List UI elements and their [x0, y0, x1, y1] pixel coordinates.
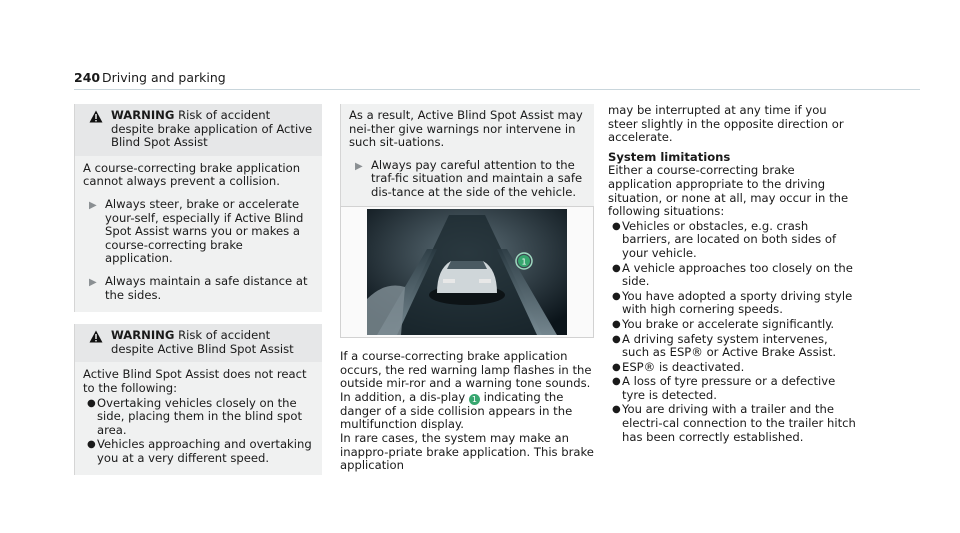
figure-callout-label: 1	[521, 257, 527, 267]
instruction-item	[349, 159, 586, 200]
instruction-item	[83, 275, 314, 302]
figure-image	[367, 209, 567, 335]
warning-title-1	[111, 109, 314, 150]
warning-title-text: Risk of accident despite brake application of Active Blind Spot Assist	[111, 108, 313, 150]
list-item	[608, 262, 858, 289]
bullet-icon: ●	[612, 361, 621, 373]
list-item-text: Vehicles approaching and overtaking you at a very different speed.	[97, 437, 312, 465]
bullet-icon: ●	[612, 220, 621, 232]
page-number: 240	[74, 70, 101, 85]
arrow-right-icon: ▶	[89, 276, 97, 288]
arrow-right-icon: ▶	[355, 160, 363, 172]
list-item	[608, 220, 858, 261]
list-item-text: Vehicles or obstacles, e.g. crash barriers, are located on both sides of your vehicle.	[622, 218, 837, 260]
instruction-text: Always steer, brake or accelerate your-self, especially if Active Blind Spot Assist warns you or makes a course-correcting brake application.	[105, 196, 304, 266]
bullet-icon: ●	[87, 397, 96, 409]
list-item-text: ESP® is deactivated.	[622, 359, 745, 374]
paragraph-brake-application	[340, 350, 594, 432]
column-right	[608, 104, 858, 444]
bullet-icon: ●	[87, 439, 96, 451]
list-item-text: You are driving with a trailer and the electri-cal connection to the trailer hitch has been correctly established.	[622, 402, 856, 444]
page-header	[74, 68, 920, 90]
list-item-text: A vehicle approaches too closely on the side.	[622, 260, 853, 289]
column-left	[74, 104, 322, 475]
section-title: Driving and parking	[102, 70, 226, 85]
instruction-text: Always pay careful attention to the traf-fic situation and maintain a safe dis-tance at the side of the vehicle.	[371, 157, 583, 199]
figure-blind-spot-display	[340, 206, 594, 338]
warning-label: WARNING	[111, 108, 175, 122]
car-illustration-icon	[367, 209, 567, 335]
list-item	[608, 375, 858, 402]
warning-label: WARNING	[111, 328, 175, 343]
column-middle	[340, 104, 594, 212]
list-item	[608, 318, 858, 332]
bullet-icon: ●	[612, 376, 621, 388]
paragraph-text: If a course-correcting brake application occurs, the red warning lamp flashes in the outside mir-ror and a warning tone sounds. In addition, a dis-play	[340, 349, 592, 404]
list-item-text: Overtaking vehicles closely on the side, placing them in the blind spot area.	[97, 395, 303, 437]
paragraph-inappropriate-brake: In rare cases, the system may make an inappro-priate brake application. This brake application	[340, 430, 594, 473]
warning-header-1	[75, 104, 322, 156]
list-item	[83, 397, 314, 438]
subheading-system-limitations: System limitations	[608, 149, 731, 164]
continuation-text: As a result, Active Blind Spot Assist may nei-ther give warnings nor intervene in such sit-uations.	[349, 108, 583, 150]
bullet-icon: ●	[612, 290, 621, 302]
paragraph-text: indicating the danger of a side collision appears in the multifunction display.	[340, 389, 573, 432]
list-item	[608, 333, 858, 360]
warning-box-2	[74, 324, 322, 475]
bullet-icon: ●	[612, 333, 621, 345]
warning-triangle-icon	[89, 110, 103, 123]
bullet-icon: ●	[612, 404, 621, 416]
warning-body-1: A course-correcting brake application cannot always prevent a collision.	[83, 160, 301, 189]
warning-title-text: Risk of accident despite Active Blind Spot Assist	[111, 328, 294, 356]
arrow-right-icon: ▶	[89, 199, 97, 211]
warning-body-2: Active Blind Spot Assist does not react to the following:	[83, 367, 307, 395]
paragraph-situations: Either a course-correcting brake application appropriate to the driving situation, or none at all, may occur in the following situations:	[608, 163, 849, 219]
list-item-text: You have adopted a sporty driving style with high cornering speeds.	[622, 288, 853, 317]
list-item-text: You brake or accelerate significantly.	[622, 316, 835, 331]
warning-continuation	[340, 104, 594, 212]
bullet-icon: ●	[612, 318, 621, 330]
instruction-item	[83, 198, 314, 266]
list-item-text: A driving safety system intervenes, such as ESP® or Active Brake Assist.	[622, 331, 837, 360]
warning-title-2	[111, 329, 314, 356]
warning-triangle-icon	[89, 330, 103, 343]
list-item-text: A loss of tyre pressure or a defective tyre is detected.	[622, 374, 836, 402]
paragraph-interruption: may be interrupted at any time if you steer slightly in the opposite direction or accelerate.	[608, 103, 844, 145]
callout-badge: 1	[469, 394, 480, 405]
list-item	[608, 403, 858, 444]
instruction-text: Always maintain a safe distance at the sides.	[105, 273, 308, 302]
column-middle-lower	[340, 350, 594, 473]
bullet-icon: ●	[612, 262, 621, 274]
list-item	[83, 438, 314, 465]
warning-box-1	[74, 104, 322, 312]
list-item	[608, 361, 858, 375]
list-item	[608, 290, 858, 317]
warning-header-2	[75, 324, 322, 362]
